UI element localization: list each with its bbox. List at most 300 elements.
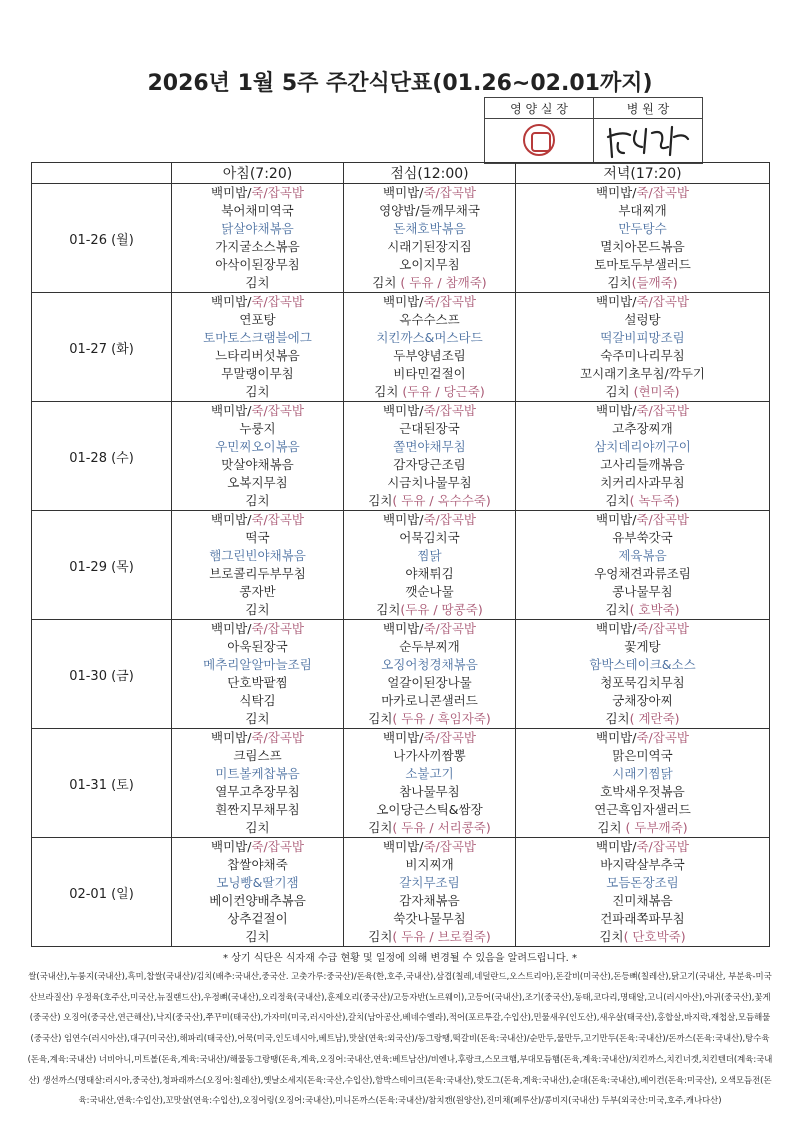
- menu-item-text: 떡국: [245, 530, 270, 545]
- menu-item-text: 나가사끼짬뽕: [393, 748, 466, 763]
- menu-item: [344, 710, 515, 728]
- menu-item-text: 우민찌오이볶음: [215, 439, 300, 454]
- director-signature-cell: [594, 119, 703, 164]
- origin-info: 쌀(국내산),누룽지(국내산),흑미,찹쌀(국내산)/김치(배추:국내산,중국산. 고춧가루:중국산)/돈육(한,호주,국내산),삼겹(칠레,네덜란드,오스트리아),돈갈비(미국산),돈등뼈(칠레산),닭고기(국내산, 부분육-미국산브라질산) 우정육(호주산,미국산,뉴질랜드산),우정뼈(국내산),오리정육(국내산),훈제오리(중국산)/고등자반(노르웨이),고등어(국내산),조기(중국산),동태,코다리,명태알,고니(러시아산),아귀(중국산),꽃게(중국산) 오징어(중국산,연근해산),낙지(중국산),쭈꾸미(태국산),가자미(미국,러시아산),갈치(남아공산,베네수엘라),적어(포르투갈,수입산),민물새우(인도산),새우살(태국산),홍합살,바지락,재첩살,모듬해물(중국산) 임연수(러시아산),대구(미국산),해파리(태국산),어묵(미국,인도네시아,베트남),맛살(연육:외국산)/동그랑땡,떡갈비(돈육:국내산)/순만두,물만두,고기만두(돈육:국내산)/돈까스(돈육:국내산),탕수육(돈육,계육:국내산) 너비아니,미트볼(돈육,계육:국내산)/해물동그랑땡(돈육,계육,오징어:국내산,연육:베트남산)/비엔나,후랑크,스모크햄,부대모듬햄(돈육,계육:국내산)/치킨까스,치킨너겟,치킨텐더(계육:국내산) 생선까스(명태살:러시아,중국산),청파래까스(오징어:칠레산),옛날소세지(돈육:국산,수입산),함박스테이크(돈육:국내산),핫도그(돈육,계육:국내산),순대(돈육:국내산),베이컨(돈육:미국산), 오색모듬전(돈육:국내산,연육:수입산),꼬맛살(연육:수입산),오징어링(오징어:국내산),미니돈까스(돈육:국내산)/참치캔(원양산),진미채(페루산)/콩비지(국내산) 두부(외국산:미국,호주,캐나다산): [27, 971, 773, 1106]
- menu-item-text: 단호박팥찜: [227, 675, 288, 690]
- menu-item: [172, 874, 343, 892]
- menu-item: [172, 620, 343, 638]
- menu-item-text: 김치: [368, 493, 393, 508]
- menu-item-porridge: 죽/잡곡밥: [636, 294, 689, 309]
- menu-item-text: 백미밥/: [211, 294, 252, 309]
- lunch-cell: [344, 184, 516, 293]
- menu-item: [516, 692, 769, 710]
- menu-item-text: 식탁김: [239, 693, 276, 708]
- menu-item-text: 만두탕수: [618, 221, 667, 236]
- menu-item-text: 김치: [376, 602, 401, 617]
- menu-item: [172, 747, 343, 765]
- breakfast-cell: [172, 402, 344, 511]
- menu-item-text: 치커리사과무침: [600, 475, 685, 490]
- menu-item-text: 영양밥/들깨무채국: [379, 203, 480, 218]
- menu-item-porridge: ( 두유 / 서리콩죽): [392, 820, 491, 835]
- menu-item-porridge: (두유 / 땅콩죽): [400, 602, 483, 617]
- menu-item: [172, 710, 343, 728]
- menu-item-text: 백미밥/: [383, 403, 424, 418]
- header-dinner: 저녁(17:20): [516, 163, 770, 184]
- menu-item: [344, 874, 515, 892]
- menu-item-text: 백미밥/: [211, 621, 252, 636]
- menu-item-text: 제육볶음: [618, 548, 667, 563]
- menu-item-text: 김치: [245, 384, 270, 399]
- menu-item-text: 쫄면야채무침: [393, 439, 466, 454]
- menu-item: [172, 583, 343, 601]
- menu-item: [516, 420, 769, 438]
- menu-item-text: 김치: [368, 711, 393, 726]
- menu-item-text: 감자당근조림: [393, 457, 466, 472]
- menu-item-text: 백미밥/: [596, 185, 637, 200]
- menu-item: [172, 202, 343, 220]
- menu-item: [172, 311, 343, 329]
- menu-item-porridge: 죽/잡곡밥: [423, 294, 476, 309]
- menu-item-text: 미트볼케찹볶음: [215, 766, 300, 781]
- menu-item: [344, 892, 515, 910]
- menu-item-text: 야채튀김: [405, 566, 454, 581]
- menu-item: [344, 910, 515, 928]
- menu-item-text: 호박새우젓볶음: [600, 784, 685, 799]
- menu-item-porridge: 죽/잡곡밥: [251, 185, 304, 200]
- menu-item-text: 멸치아몬드볶음: [600, 239, 685, 254]
- menu-item-porridge: 죽/잡곡밥: [251, 839, 304, 854]
- day-date: 01-30 (금): [32, 620, 172, 729]
- menu-item-text: 백미밥/: [596, 294, 637, 309]
- menu-item-text: 햄그린빈야채볶음: [209, 548, 306, 563]
- menu-item: [172, 329, 343, 347]
- menu-item: [516, 492, 769, 510]
- menu-item: [172, 365, 343, 383]
- menu-item: [344, 620, 515, 638]
- menu-item-text: 백미밥/: [383, 294, 424, 309]
- day-date: 02-01 (일): [32, 838, 172, 947]
- menu-item: [344, 511, 515, 529]
- day-date: 01-29 (목): [32, 511, 172, 620]
- menu-item: [516, 347, 769, 365]
- menu-item-text: 콩나물무침: [612, 584, 673, 599]
- menu-item: [172, 838, 343, 856]
- menu-item-text: 유부쑥갓국: [612, 530, 673, 545]
- menu-item: [172, 547, 343, 565]
- menu-item: [172, 293, 343, 311]
- menu-item-text: 김치: [245, 602, 270, 617]
- menu-item-porridge: ( 두유 / 참깨죽): [400, 275, 487, 290]
- menu-item-text: 순두부찌개: [399, 639, 460, 654]
- dinner-cell: [516, 293, 770, 402]
- menu-item-porridge: ( 두부깨죽): [625, 820, 688, 835]
- menu-item-porridge: ( 두유 / 옥수수죽): [392, 493, 491, 508]
- menu-item: [516, 474, 769, 492]
- menu-item-text: 백미밥/: [211, 403, 252, 418]
- menu-item-text: 김치: [374, 384, 403, 399]
- lunch-cell: [344, 402, 516, 511]
- menu-header-row: [32, 163, 770, 184]
- menu-item: [516, 329, 769, 347]
- menu-item: [344, 547, 515, 565]
- menu-item-text: 연포탕: [239, 312, 276, 327]
- menu-item-text: 진미채볶음: [612, 893, 673, 908]
- menu-item: [344, 311, 515, 329]
- menu-item: [344, 856, 515, 874]
- menu-item: [344, 184, 515, 202]
- menu-item-text: 모닝빵&딸기잼: [216, 875, 299, 890]
- menu-item: [344, 256, 515, 274]
- approval-box: [484, 97, 703, 164]
- signature-icon: [602, 123, 694, 159]
- menu-item: [516, 547, 769, 565]
- menu-item-porridge: ( 두유 / 브로컬죽): [392, 929, 491, 944]
- menu-item: [172, 783, 343, 801]
- menu-item-text: 토마토스크램블에그: [203, 330, 312, 345]
- menu-item-text: 김치: [245, 929, 270, 944]
- menu-item-text: 소불고기: [405, 766, 454, 781]
- menu-item: [516, 184, 769, 202]
- menu-item-text: 근대된장국: [399, 421, 460, 436]
- nutritionist-label: 영 양 실 장: [485, 98, 594, 119]
- menu-item: [172, 529, 343, 547]
- menu-item-text: 고사리들깨볶음: [600, 457, 685, 472]
- director-label: 병 원 장: [594, 98, 703, 119]
- breakfast-cell: [172, 838, 344, 947]
- day-date: 01-28 (수): [32, 402, 172, 511]
- menu-item: [172, 601, 343, 619]
- breakfast-cell: [172, 729, 344, 838]
- menu-item: [344, 383, 515, 401]
- menu-item-text: 누룽지: [239, 421, 276, 436]
- menu-item-text: 김치: [372, 275, 401, 290]
- header-lunch: 점심(12:00): [344, 163, 516, 184]
- menu-item-text: 부대찌개: [618, 203, 667, 218]
- dinner-cell: [516, 838, 770, 947]
- menu-item: [344, 692, 515, 710]
- dinner-cell: [516, 402, 770, 511]
- menu-item: [516, 783, 769, 801]
- day-row: [32, 729, 770, 838]
- nutritionist-seal-cell: [485, 119, 594, 164]
- menu-item: [344, 492, 515, 510]
- menu-item-text: 백미밥/: [383, 839, 424, 854]
- menu-item: [516, 565, 769, 583]
- menu-item: [344, 329, 515, 347]
- menu-item: [172, 765, 343, 783]
- day-date: 01-31 (토): [32, 729, 172, 838]
- menu-item: [516, 729, 769, 747]
- menu-item: [516, 365, 769, 383]
- menu-item-text: 닭살야채볶음: [221, 221, 294, 236]
- menu-item-text: 토마토두부샐러드: [594, 257, 691, 272]
- menu-item-text: 열무고추장무침: [215, 784, 300, 799]
- menu-item-text: 김치: [605, 493, 630, 508]
- menu-item-text: 아삭이된장무침: [215, 257, 300, 272]
- menu-item-text: 맛살야채볶음: [221, 457, 294, 472]
- menu-item: [516, 402, 769, 420]
- menu-item-porridge: 죽/잡곡밥: [423, 185, 476, 200]
- menu-item-text: 백미밥/: [211, 839, 252, 854]
- menu-item: [516, 583, 769, 601]
- lunch-cell: [344, 620, 516, 729]
- menu-item: [516, 656, 769, 674]
- menu-item-text: 참나물무침: [399, 784, 460, 799]
- page-title: 2026년 1월 5주 주간식단표(01.26~02.01까지): [147, 71, 653, 96]
- lunch-cell: [344, 838, 516, 947]
- menu-item: [172, 674, 343, 692]
- menu-item-text: 백미밥/: [596, 621, 637, 636]
- menu-item: [172, 892, 343, 910]
- menu-item-text: 백미밥/: [383, 730, 424, 745]
- menu-item-text: 상추겉절이: [227, 911, 288, 926]
- menu-item: [516, 383, 769, 401]
- menu-item-text: 오징어청경채볶음: [381, 657, 478, 672]
- menu-item-porridge: (두유 / 당근죽): [402, 384, 485, 399]
- menu-item: [172, 184, 343, 202]
- menu-item: [516, 438, 769, 456]
- menu-item: [344, 765, 515, 783]
- menu-item-text: 궁채장아찌: [612, 693, 673, 708]
- menu-item: [516, 892, 769, 910]
- day-row: [32, 402, 770, 511]
- menu-item: [344, 220, 515, 238]
- day-date: 01-26 (월): [32, 184, 172, 293]
- menu-item: [516, 293, 769, 311]
- menu-item-porridge: 죽/잡곡밥: [423, 621, 476, 636]
- menu-item: [172, 420, 343, 438]
- menu-item: [344, 747, 515, 765]
- menu-item: [344, 293, 515, 311]
- menu-item: [516, 819, 769, 837]
- menu-item-text: 무말랭이무침: [221, 366, 294, 381]
- menu-item-porridge: ( 단호박죽): [623, 929, 686, 944]
- dinner-cell: [516, 511, 770, 620]
- menu-item: [516, 874, 769, 892]
- menu-item-porridge: 죽/잡곡밥: [423, 730, 476, 745]
- menu-item: [344, 601, 515, 619]
- menu-item-text: 고추장찌개: [612, 421, 673, 436]
- menu-item-text: 김치: [368, 929, 393, 944]
- menu-item: [344, 347, 515, 365]
- menu-item-text: 갈치무조림: [399, 875, 460, 890]
- menu-item: [172, 928, 343, 946]
- breakfast-cell: [172, 293, 344, 402]
- menu-item: [516, 256, 769, 274]
- day-row: [32, 511, 770, 620]
- menu-item-text: 백미밥/: [596, 512, 637, 527]
- weekly-menu-table: [31, 162, 770, 947]
- menu-item: [172, 220, 343, 238]
- day-row: [32, 838, 770, 947]
- menu-item-text: 오이당근스틱&쌈장: [376, 802, 483, 817]
- menu-item-text: 느타리버섯볶음: [215, 348, 300, 363]
- menu-item: [344, 801, 515, 819]
- menu-item: [344, 583, 515, 601]
- seal-stamp-icon: [523, 124, 555, 156]
- lunch-cell: [344, 511, 516, 620]
- menu-item-text: 백미밥/: [596, 839, 637, 854]
- menu-item: [344, 365, 515, 383]
- menu-item: [172, 565, 343, 583]
- header-breakfast: 아침(7:20): [172, 163, 344, 184]
- menu-item-text: 크림스프: [233, 748, 282, 763]
- menu-item: [516, 456, 769, 474]
- menu-item-text: 설렁탕: [624, 312, 661, 327]
- menu-item: [172, 729, 343, 747]
- menu-item-text: 어묵김치국: [399, 530, 460, 545]
- menu-item: [516, 801, 769, 819]
- dinner-cell: [516, 620, 770, 729]
- menu-item-text: 연근흑임자샐러드: [594, 802, 691, 817]
- menu-item-text: 꼬시래기초무침/깍두기: [580, 366, 705, 381]
- menu-item: [516, 238, 769, 256]
- menu-item: [344, 274, 515, 292]
- menu-item: [172, 856, 343, 874]
- menu-item-text: 백미밥/: [211, 512, 252, 527]
- menu-item: [344, 529, 515, 547]
- menu-item-text: 청포묵김치무침: [600, 675, 685, 690]
- menu-item-text: 쑥갓나물무침: [393, 911, 466, 926]
- menu-item: [172, 910, 343, 928]
- menu-item: [344, 474, 515, 492]
- menu-item-text: 마카로니콘샐러드: [381, 693, 478, 708]
- menu-item-text: 백미밥/: [596, 403, 637, 418]
- menu-item-text: 찹쌀야채죽: [227, 857, 288, 872]
- menu-item-porridge: 죽/잡곡밥: [423, 512, 476, 527]
- menu-item-text: 찜닭: [417, 548, 442, 563]
- menu-item-text: 비타민겉절이: [393, 366, 466, 381]
- menu-item-text: 브로콜리두부무침: [209, 566, 306, 581]
- menu-item: [172, 492, 343, 510]
- menu-item: [516, 202, 769, 220]
- menu-item-porridge: 죽/잡곡밥: [636, 621, 689, 636]
- menu-item-text: 시래기찜닭: [612, 766, 673, 781]
- day-date: 01-27 (화): [32, 293, 172, 402]
- menu-item-text: 두부양념조림: [393, 348, 466, 363]
- menu-item-text: 백미밥/: [211, 730, 252, 745]
- menu-item: [516, 710, 769, 728]
- menu-item-text: 건파래쪽파무침: [600, 911, 685, 926]
- menu-item-text: 김치: [597, 820, 626, 835]
- menu-item-text: 시래기된장지짐: [387, 239, 472, 254]
- menu-item-text: 김치: [607, 275, 632, 290]
- breakfast-cell: [172, 511, 344, 620]
- menu-item: [516, 747, 769, 765]
- menu-item-text: 바지락살부추국: [600, 857, 685, 872]
- menu-item: [344, 402, 515, 420]
- menu-item: [172, 456, 343, 474]
- menu-item: [344, 456, 515, 474]
- menu-item: [172, 511, 343, 529]
- breakfast-cell: [172, 184, 344, 293]
- menu-item-text: 김치: [245, 275, 270, 290]
- menu-item-text: 김치: [605, 711, 630, 726]
- menu-item-text: 백미밥/: [383, 512, 424, 527]
- menu-item: [172, 274, 343, 292]
- menu-item: [344, 838, 515, 856]
- menu-item-porridge: 죽/잡곡밥: [251, 403, 304, 418]
- menu-item: [172, 692, 343, 710]
- menu-item: [344, 783, 515, 801]
- menu-item: [172, 801, 343, 819]
- menu-item: [344, 656, 515, 674]
- menu-item-text: 백미밥/: [596, 730, 637, 745]
- menu-item: [516, 311, 769, 329]
- header-corner: [32, 163, 172, 184]
- menu-item: [172, 347, 343, 365]
- menu-item-porridge: (들깨죽): [631, 275, 678, 290]
- day-row: [32, 293, 770, 402]
- menu-item-text: 오복지무침: [227, 475, 288, 490]
- menu-item-text: 옥수수스프: [399, 312, 460, 327]
- menu-item-porridge: 죽/잡곡밥: [251, 512, 304, 527]
- menu-item-text: 맑은미역국: [612, 748, 673, 763]
- menu-item-text: 함박스테이크&소스: [589, 657, 696, 672]
- menu-item-text: 오이지무침: [399, 257, 460, 272]
- menu-item-porridge: 죽/잡곡밥: [636, 185, 689, 200]
- menu-item-text: 김치: [599, 929, 624, 944]
- menu-item: [172, 383, 343, 401]
- menu-item-porridge: 죽/잡곡밥: [423, 403, 476, 418]
- menu-item: [516, 910, 769, 928]
- menu-item-porridge: (현미죽): [633, 384, 680, 399]
- menu-item-text: 베이컨양배추볶음: [209, 893, 306, 908]
- menu-item-text: 김치: [368, 820, 393, 835]
- menu-item-porridge: 죽/잡곡밥: [636, 839, 689, 854]
- menu-item: [516, 928, 769, 946]
- menu-item-porridge: ( 두유 / 흑임자죽): [392, 711, 491, 726]
- menu-item: [516, 220, 769, 238]
- menu-item-text: 깻순나물: [405, 584, 454, 599]
- menu-item-porridge: ( 녹두죽): [629, 493, 680, 508]
- menu-item-porridge: 죽/잡곡밥: [636, 403, 689, 418]
- menu-item: [172, 819, 343, 837]
- menu-item-porridge: 죽/잡곡밥: [423, 839, 476, 854]
- menu-item-text: 모듬돈장조림: [606, 875, 679, 890]
- menu-item: [344, 819, 515, 837]
- menu-item-text: 백미밥/: [383, 621, 424, 636]
- menu-item: [344, 729, 515, 747]
- menu-item-text: 백미밥/: [211, 185, 252, 200]
- lunch-cell: [344, 729, 516, 838]
- menu-item-porridge: 죽/잡곡밥: [636, 512, 689, 527]
- menu-item-text: 김치: [605, 384, 634, 399]
- menu-item-text: 김치: [245, 820, 270, 835]
- menu-item-porridge: 죽/잡곡밥: [251, 621, 304, 636]
- menu-item-text: 숙주미나리무침: [600, 348, 685, 363]
- menu-item: [344, 928, 515, 946]
- day-row: [32, 620, 770, 729]
- menu-item: [344, 638, 515, 656]
- menu-item-text: 북어채미역국: [221, 203, 294, 218]
- menu-item: [172, 656, 343, 674]
- menu-item: [516, 838, 769, 856]
- menu-item-text: 김치: [245, 493, 270, 508]
- menu-item: [516, 674, 769, 692]
- menu-item-text: 가지굴소스볶음: [215, 239, 300, 254]
- menu-item: [172, 238, 343, 256]
- menu-item: [172, 638, 343, 656]
- menu-item-text: 치킨까스&머스타드: [376, 330, 483, 345]
- menu-item: [516, 638, 769, 656]
- menu-item-porridge: 죽/잡곡밥: [251, 294, 304, 309]
- menu-item-porridge: 죽/잡곡밥: [636, 730, 689, 745]
- menu-item: [344, 565, 515, 583]
- menu-item: [344, 674, 515, 692]
- menu-item-text: 시금치나물무침: [387, 475, 472, 490]
- menu-item-text: 돈채호박볶음: [393, 221, 466, 236]
